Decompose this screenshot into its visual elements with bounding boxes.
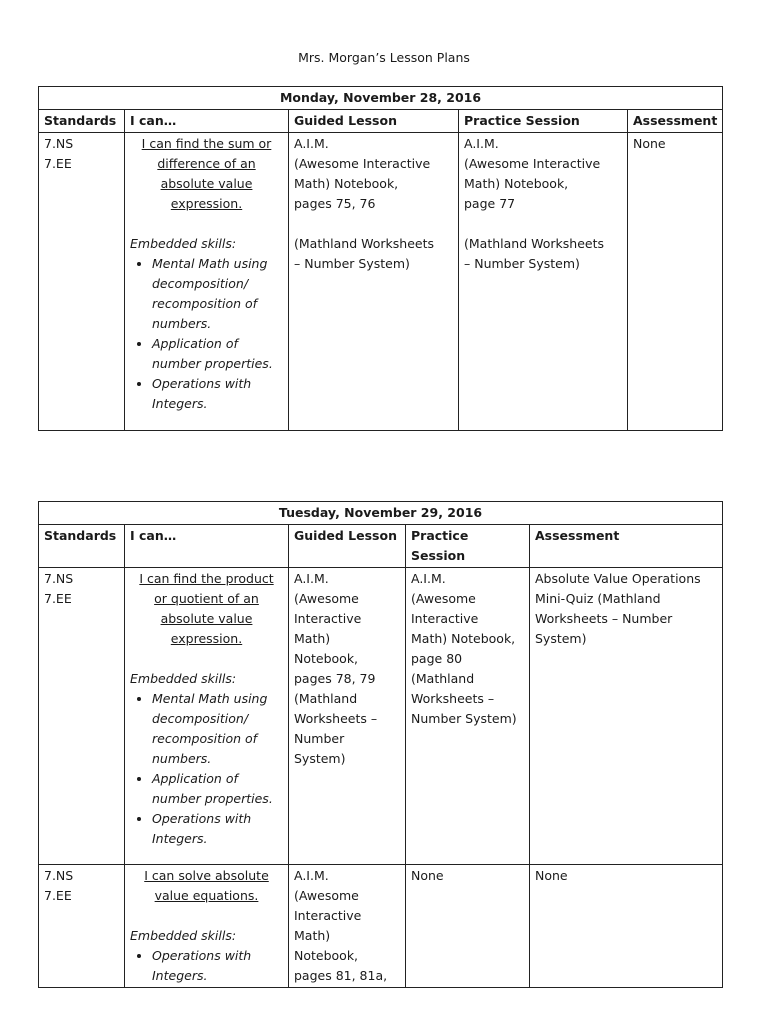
monday-lesson-table (38, 86, 723, 431)
guided-lesson-cell (289, 865, 406, 988)
practice-line: Math) Notebook, (464, 176, 569, 191)
standards-cell (39, 133, 125, 431)
practice-line: A.I.M. (464, 136, 499, 151)
embedded-skills-label: Embedded skills: (130, 236, 237, 251)
embedded-skills-list (130, 689, 283, 849)
skill-item: • Mental Math using decomposition/ recomposition of numbers. (152, 254, 283, 334)
guided-line (294, 214, 453, 234)
lesson-row (39, 133, 723, 431)
standard-code: 7.NS (44, 136, 74, 151)
date-heading: Tuesday, November 29, 2016 (39, 502, 723, 525)
embedded-skills-label: Embedded skills: (130, 671, 237, 686)
guided-line: pages 78, 79 (294, 671, 376, 686)
col-header-practice-session: Practice Session (459, 110, 628, 133)
assessment-cell (530, 865, 723, 988)
guided-line: A.I.M. (294, 571, 329, 586)
date-row (39, 502, 723, 525)
col-header-guided-lesson: Guided Lesson (289, 525, 406, 568)
guided-line: (Awesome (294, 591, 359, 606)
skill-item: • Application of number properties. (152, 769, 283, 809)
practice-line: (Mathland Worksheets (464, 236, 604, 251)
skill-item: • Operations with Integers. (152, 946, 283, 986)
lesson-row (39, 865, 723, 988)
ican-statement: I can find the product or quotient of an absolute value expression. (139, 571, 274, 646)
embedded-skills-list (130, 254, 283, 414)
standard-code: 7.NS (44, 868, 74, 883)
embedded-skills-label: Embedded skills: (130, 928, 237, 943)
page-title: Mrs. Morgan’s Lesson Plans (298, 50, 470, 65)
practice-line: (Awesome Interactive (464, 156, 601, 171)
standard-code: 7.EE (44, 888, 72, 903)
guided-line: Notebook, (294, 948, 359, 963)
ican-cell (125, 568, 289, 865)
guided-line: Number (294, 731, 345, 746)
guided-line: Interactive (294, 611, 362, 626)
col-header-ican: I can… (125, 525, 289, 568)
practice-line: None (411, 868, 444, 883)
guided-line: (Awesome Interactive (294, 156, 431, 171)
practice-line: (Mathland (411, 671, 475, 686)
embedded-skills-list (130, 946, 283, 986)
standard-code: 7.NS (44, 571, 74, 586)
date-heading: Monday, November 28, 2016 (39, 87, 723, 110)
guided-line: (Awesome (294, 888, 359, 903)
guided-line: Interactive (294, 908, 362, 923)
assessment-line: Worksheets – Number (535, 611, 673, 626)
assessment-line: System) (535, 631, 587, 646)
guided-line: Math) (294, 928, 331, 943)
col-header-ican: I can… (125, 110, 289, 133)
practice-line: Math) Notebook, (411, 631, 516, 646)
guided-line: Worksheets – (294, 711, 378, 726)
header-row (39, 525, 723, 568)
guided-lesson-cell (289, 133, 459, 431)
practice-session-cell (406, 568, 530, 865)
ican-cell (125, 133, 289, 431)
skill-item: • Operations with Integers. (152, 374, 283, 414)
assessment-line: None (535, 868, 568, 883)
practice-line: Worksheets – (411, 691, 495, 706)
practice-line: Number System) (411, 711, 517, 726)
col-header-standards: Standards (39, 525, 125, 568)
guided-line: – Number System) (294, 256, 410, 271)
standards-cell (39, 568, 125, 865)
skill-item: • Mental Math using decomposition/ recomposition of numbers. (152, 689, 283, 769)
practice-line: Interactive (411, 611, 479, 626)
lesson-row (39, 568, 723, 865)
practice-line: page 77 (464, 196, 516, 211)
guided-line: A.I.M. (294, 136, 329, 151)
ican-statement: I can find the sum or difference of an absolute value expression. (141, 136, 272, 211)
assessment-line: Mini-Quiz (Mathland (535, 591, 661, 606)
guided-lesson-cell (289, 568, 406, 865)
guided-line: pages 75, 76 (294, 196, 376, 211)
col-header-guided-lesson: Guided Lesson (289, 110, 459, 133)
standards-cell (39, 865, 125, 988)
header-row (39, 110, 723, 133)
practice-line: page 80 (411, 651, 463, 666)
guided-line: pages 81, 81a, (294, 968, 388, 983)
assessment-line: None (633, 136, 666, 151)
date-row (39, 87, 723, 110)
col-header-practice-session: Practice Session (406, 525, 530, 568)
practice-session-cell (459, 133, 628, 431)
practice-line: (Awesome (411, 591, 476, 606)
guided-line: (Mathland Worksheets (294, 236, 434, 251)
guided-line: Math) Notebook, (294, 176, 399, 191)
assessment-cell (530, 568, 723, 865)
standard-code: 7.EE (44, 156, 72, 171)
guided-line: Math) (294, 631, 331, 646)
practice-line: A.I.M. (411, 571, 446, 586)
guided-line: Notebook, (294, 651, 359, 666)
ican-cell (125, 865, 289, 988)
skill-item: • Operations with Integers. (152, 809, 283, 849)
ican-statement: I can solve absolute value equations. (144, 868, 269, 903)
tuesday-lesson-table (38, 501, 723, 988)
guided-line: System) (294, 751, 346, 766)
practice-line: – Number System) (464, 256, 580, 271)
guided-line: (Mathland (294, 691, 358, 706)
practice-line (464, 214, 622, 234)
assessment-cell (628, 133, 723, 431)
col-header-assessment: Assessment (530, 525, 723, 568)
skill-item: • Application of number properties. (152, 334, 283, 374)
guided-line: A.I.M. (294, 868, 329, 883)
col-header-assessment: Assessment (628, 110, 723, 133)
practice-session-cell (406, 865, 530, 988)
col-header-standards: Standards (39, 110, 125, 133)
assessment-line: Absolute Value Operations (535, 571, 701, 586)
standard-code: 7.EE (44, 591, 72, 606)
